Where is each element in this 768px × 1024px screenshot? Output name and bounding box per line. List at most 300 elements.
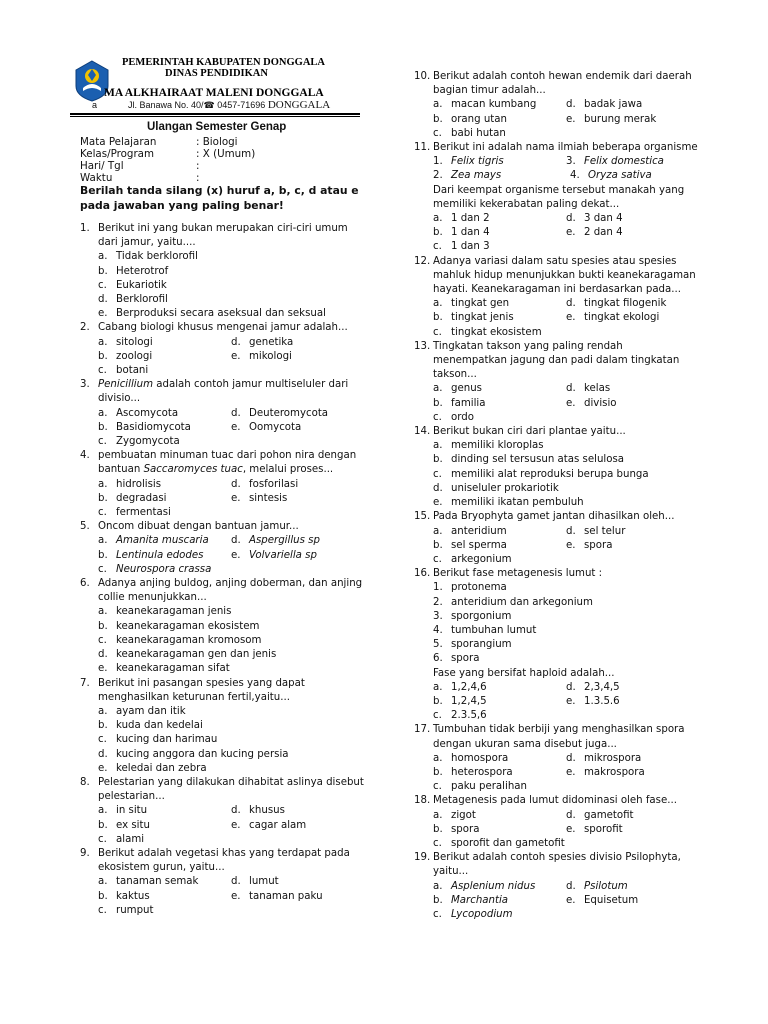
question-number: 7. — [80, 677, 90, 689]
option-text: tingkat gen — [451, 298, 510, 310]
questions-right-column — [414, 70, 714, 922]
meta-value: : — [196, 160, 200, 172]
header-stray-letter: a — [92, 100, 98, 110]
option-letter: a. — [98, 251, 108, 263]
question-number: 15. — [414, 511, 431, 523]
list-number: 6. — [433, 653, 443, 665]
option-text: sel telur — [584, 525, 626, 537]
option-text: zigot — [451, 809, 476, 821]
question-text: pelestarian... — [98, 791, 165, 803]
question-5 — [80, 520, 380, 534]
exam-title: Ulangan Semester Genap — [147, 121, 287, 133]
question-text: dengan ukuran sama disebut juga... — [433, 738, 617, 750]
option-text: keanekaragaman gen dan jenis — [116, 649, 277, 661]
option-letter: d. — [566, 298, 576, 310]
question-number: 19. — [414, 852, 431, 864]
option-letter: b. — [98, 620, 108, 632]
list-text: sporangium — [451, 639, 512, 651]
option-letter: c. — [433, 908, 442, 920]
option-text: Aspergillus sp — [249, 535, 320, 547]
question-10 — [414, 70, 714, 98]
option-text: anteridium — [451, 525, 507, 537]
options — [433, 297, 714, 340]
option-text: dinding sel tersusun atas selulosa — [451, 454, 625, 466]
option-text: Heterotrof — [116, 265, 169, 277]
option-letter: c. — [433, 468, 442, 480]
option-letter: e. — [566, 894, 576, 906]
option-text: zoologi — [116, 350, 153, 362]
option-letter: c. — [98, 634, 107, 646]
option-letter: d. — [98, 748, 108, 760]
option-text: 2.3.5,6 — [451, 710, 487, 722]
option-letter: d. — [566, 880, 576, 892]
question-text: hayati. Keanekaragaman ini berdasarkan pada... — [433, 284, 681, 296]
option-text: divisio — [584, 397, 617, 409]
option-letter: e. — [566, 766, 576, 778]
option-letter: e. — [566, 397, 576, 409]
option-letter: c. — [433, 837, 442, 849]
option-letter: b. — [433, 397, 443, 409]
organism-name: Felix domestica — [584, 156, 664, 168]
option-letter: c. — [98, 436, 107, 448]
options — [98, 250, 380, 321]
option-letter: c. — [433, 127, 442, 139]
question-number: 16. — [414, 568, 431, 580]
question-19 — [414, 851, 714, 879]
option-text: tingkat jenis — [451, 312, 514, 324]
option-text: spora — [451, 823, 480, 835]
header-address — [128, 99, 330, 111]
question-7 — [80, 677, 380, 705]
option-letter: e. — [433, 497, 443, 509]
option-letter: b. — [433, 227, 443, 239]
option-letter: d. — [566, 213, 576, 225]
question-3 — [80, 378, 380, 406]
option-letter: a. — [98, 705, 108, 717]
option-text: hidrolisis — [116, 478, 162, 490]
question-text: ekosistem gurun, yaitu... — [98, 862, 225, 874]
list-number: 1. — [433, 156, 443, 168]
option-text: Oomycota — [249, 421, 302, 433]
question-text: Berikut bukan ciri dari plantae yaitu... — [433, 426, 626, 438]
option-text: ayam dan itik — [116, 705, 186, 717]
question-16 — [414, 567, 714, 581]
option-text: Amanita muscaria — [116, 535, 209, 547]
option-text: uniseluler prokariotik — [451, 482, 559, 494]
question-text: Berikut fase metagenesis lumut : — [433, 568, 603, 580]
option-text: macan kumbang — [451, 99, 537, 111]
list-number: 1. — [433, 582, 443, 594]
option-text: alami — [116, 833, 145, 845]
option-text: Lycopodium — [451, 908, 513, 920]
options — [433, 880, 714, 923]
option-text: cagar alam — [249, 819, 307, 831]
option-letter: b. — [98, 819, 108, 831]
option-text: tingkat ekologi — [584, 312, 660, 324]
question-number: 1. — [80, 223, 90, 234]
option-letter: b. — [433, 894, 443, 906]
question-number: 3. — [80, 379, 90, 391]
question-17 — [414, 723, 714, 751]
option-letter: b. — [433, 539, 443, 551]
option-text: Equisetum — [584, 894, 639, 906]
option-letter: b. — [433, 823, 443, 835]
option-text: mikrospora — [584, 752, 642, 764]
question-text: dari jamur, yaitu.... — [98, 237, 196, 249]
question-text: mahluk hidup menunjukkan bukti keanekaragaman — [433, 269, 696, 281]
option-text: sitologi — [116, 336, 153, 348]
option-text: memiliki kloroplas — [451, 440, 544, 452]
option-letter: d. — [566, 99, 576, 111]
organism-name: Felix tigris — [451, 156, 504, 168]
option-text: gametofit — [584, 809, 634, 821]
option-text: memiliki alat reproduksi berupa bunga — [451, 468, 649, 480]
question-number: 17. — [414, 724, 431, 736]
option-letter: d. — [231, 876, 241, 888]
question-number: 6. — [80, 578, 90, 590]
header-government: PEMERINTAH KABUPATEN DONGGALA — [122, 57, 326, 68]
option-text: Volvariella sp — [249, 549, 317, 561]
option-letter: d. — [433, 482, 443, 494]
option-letter: a. — [433, 99, 443, 111]
questions-left-column — [80, 222, 380, 918]
question-6 — [80, 577, 380, 605]
option-text: keanekaragaman ekosistem — [116, 620, 260, 632]
option-letter: b. — [433, 113, 443, 125]
meta-date — [80, 160, 199, 172]
option-text: rumput — [116, 904, 154, 916]
options — [98, 605, 380, 676]
option-letter: e. — [566, 695, 576, 707]
option-text: Neurospora crassa — [116, 563, 212, 575]
question-text: bantuan — [98, 464, 144, 476]
option-text: Deuteromycota — [249, 407, 329, 419]
option-letter: a. — [98, 336, 108, 348]
option-letter: c. — [433, 781, 442, 793]
question-text: Berikut adalah contoh hewan endemik dari daerah — [433, 71, 692, 82]
option-letter: b. — [433, 766, 443, 778]
meta-value: : — [196, 172, 200, 184]
organism-name: Zea mays — [451, 170, 502, 182]
option-letter: a. — [98, 535, 108, 547]
question-number: 8. — [80, 776, 90, 788]
option-text: 1 dan 4 — [451, 227, 490, 239]
option-text: 2 dan 4 — [584, 227, 623, 239]
option-text: Berproduksi secara aseksual dan seksual — [116, 308, 326, 320]
list-text: tumbuhan lumut — [451, 624, 537, 636]
meta-value: : Biologi — [196, 136, 238, 148]
option-letter: e. — [566, 539, 576, 551]
list-number: 4. — [433, 624, 443, 636]
option-letter: c. — [98, 563, 107, 575]
question-text: Berikut ini yang bukan merupakan ciri-ciri umum — [98, 223, 348, 234]
question-text: Fase yang bersifat haploid adalah... — [433, 667, 615, 679]
option-letter: a. — [98, 478, 108, 490]
option-letter: c. — [433, 411, 442, 423]
option-text: Psilotum — [584, 880, 628, 892]
option-text: 1.3.5.6 — [584, 695, 620, 707]
option-text: sporofit — [584, 823, 623, 835]
option-text: 1,2,4,5 — [451, 695, 487, 707]
question-text: Pelestarian yang dilakukan dihabitat aslinya disebut — [98, 776, 364, 788]
option-letter: a. — [433, 752, 443, 764]
option-letter: a. — [433, 298, 443, 310]
option-text: fermentasi — [116, 507, 171, 519]
question-text: Adanya anjing buldog, anjing doberman, dan anjing — [98, 578, 363, 590]
option-text: spora — [584, 539, 613, 551]
option-letter: c. — [433, 710, 442, 722]
option-text: Ascomycota — [116, 407, 179, 419]
option-text: ordo — [451, 411, 474, 423]
question-italic: Saccaromyces tuac — [143, 464, 243, 476]
option-text: babi hutan — [451, 127, 506, 139]
option-letter: d. — [566, 809, 576, 821]
option-letter: b. — [433, 454, 443, 466]
option-letter: d. — [231, 478, 241, 490]
question-text: Berikut ini pasangan spesies yang dapat — [98, 677, 305, 689]
meta-label: Kelas/Program — [80, 148, 155, 160]
option-text: keledai dan zebra — [116, 762, 207, 774]
option-text: sel sperma — [451, 539, 507, 551]
question-18 — [414, 794, 714, 808]
option-text: Lentinula edodes — [116, 549, 204, 561]
option-text: paku peralihan — [451, 781, 527, 793]
question-text: Berikut adalah contoh spesies divisio Psilophyta, — [433, 852, 681, 864]
option-text: genetika — [249, 336, 294, 348]
option-text: 1,2,4,6 — [451, 681, 487, 693]
option-text: makrospora — [584, 766, 645, 778]
address-city: DONGGALA — [267, 99, 331, 111]
question-8 — [80, 776, 380, 804]
option-text: genus — [451, 383, 482, 395]
option-text: 2,3,4,5 — [584, 681, 620, 693]
organism-name: Oryza sativa — [588, 170, 652, 182]
options — [98, 534, 380, 577]
options — [433, 382, 714, 425]
option-text: Zygomycota — [116, 436, 180, 448]
option-text: tanaman paku — [249, 890, 323, 902]
option-text: tingkat filogenik — [584, 298, 667, 310]
question-text: pembuatan minuman tuac dari pohon nira dengan — [98, 450, 357, 462]
question-4 — [80, 449, 380, 477]
option-letter: a. — [98, 876, 108, 888]
option-letter: a. — [98, 606, 108, 618]
list-number: 3. — [433, 610, 443, 622]
options — [98, 336, 380, 379]
options — [433, 525, 714, 568]
list-number: 5. — [433, 639, 443, 651]
option-letter: d. — [98, 294, 108, 306]
option-letter: c. — [98, 507, 107, 519]
option-letter: e. — [566, 823, 576, 835]
option-letter: e. — [98, 762, 108, 774]
option-text: heterospora — [451, 766, 513, 778]
option-letter: c. — [98, 365, 107, 377]
question-number: 14. — [414, 426, 431, 438]
option-letter: e. — [231, 890, 241, 902]
option-letter: a. — [98, 805, 108, 817]
option-letter: a. — [433, 681, 443, 693]
option-text: homospora — [451, 752, 509, 764]
option-text: Asplenium nidus — [451, 880, 536, 892]
option-letter: e. — [231, 492, 241, 504]
option-text: sporofit dan gametofit — [451, 837, 565, 849]
question-text: Pada Bryophyta gamet jantan dihasilkan oleh... — [433, 511, 675, 523]
option-text: lumut — [249, 876, 279, 888]
question-11 — [414, 141, 714, 155]
option-text: sintesis — [249, 492, 288, 504]
option-letter: b. — [98, 720, 108, 732]
list-text: sporgonium — [451, 610, 512, 622]
option-text: tingkat ekosistem — [451, 326, 542, 338]
question-text: Tumbuhan tidak berbiji yang menghasilkan spora — [433, 724, 685, 736]
option-text: 3 dan 4 — [584, 213, 623, 225]
option-letter: e. — [566, 312, 576, 324]
question-number: 18. — [414, 795, 431, 807]
option-text: arkegonium — [451, 553, 512, 565]
option-letter: e. — [98, 663, 108, 675]
question-number: 11. — [414, 142, 431, 154]
instruction: Berilah tanda silang (x) huruf a, b, c, d atau e pada jawaban yang paling benar! — [80, 184, 359, 212]
option-letter: c. — [98, 833, 107, 845]
question-text: Berikut ini adalah nama ilmiah beberapa organisme — [433, 142, 698, 154]
option-text: orang utan — [451, 113, 507, 125]
option-letter: c. — [433, 326, 442, 338]
option-letter: e. — [231, 549, 241, 561]
question-text: adalah contoh jamur multiseluler dari — [153, 379, 349, 391]
option-letter: b. — [98, 492, 108, 504]
meta-label: Waktu — [80, 172, 113, 184]
option-letter: a. — [433, 809, 443, 821]
meta-label: Hari/ Tgl — [80, 160, 124, 172]
question-text: , melalui proses... — [242, 464, 334, 476]
option-letter: c. — [98, 904, 107, 916]
meta-class — [80, 148, 255, 160]
option-text: keanekaragaman sifat — [116, 663, 230, 675]
question-2 — [80, 321, 380, 335]
options — [98, 478, 380, 521]
option-letter: c. — [433, 553, 442, 565]
question-1 — [80, 222, 380, 250]
question-number: 12. — [414, 255, 431, 267]
option-letter: e. — [98, 308, 108, 320]
option-text: 1 dan 3 — [451, 241, 490, 253]
option-text: Eukariotik — [116, 279, 167, 291]
option-letter: a. — [433, 880, 443, 892]
question-14 — [414, 425, 714, 439]
question-text: takson... — [433, 369, 477, 381]
option-letter: d. — [566, 383, 576, 395]
question-text: Oncom dibuat dengan bantuan jamur... — [98, 521, 299, 533]
option-letter: b. — [98, 265, 108, 277]
option-text: Tidak berklorofil — [116, 251, 198, 263]
option-text: mikologi — [249, 350, 292, 362]
options — [433, 98, 714, 141]
option-text: keanekaragaman jenis — [116, 606, 232, 618]
option-letter: a. — [433, 440, 443, 452]
option-letter: b. — [98, 890, 108, 902]
organism-list — [433, 155, 714, 254]
options — [98, 804, 380, 847]
option-text: memiliki ikatan pembuluh — [451, 497, 584, 509]
question-text: Berikut adalah vegetasi khas yang terdapat pada — [98, 847, 350, 859]
question-text: collie menunjukkan... — [98, 592, 207, 604]
option-letter: e. — [231, 350, 241, 362]
question-text: bagian timur adalah... — [433, 85, 546, 97]
option-text: degradasi — [116, 492, 167, 504]
question-9 — [80, 847, 380, 875]
option-text: kaktus — [116, 890, 150, 902]
question-number: 9. — [80, 847, 90, 859]
option-letter: c. — [433, 241, 442, 253]
option-letter: e. — [231, 421, 241, 433]
option-letter: a. — [433, 525, 443, 537]
option-letter: b. — [98, 421, 108, 433]
option-letter: c. — [98, 279, 107, 291]
question-text: Metagenesis pada lumut didominasi oleh fase... — [433, 795, 677, 807]
option-text: keanekaragaman kromosom — [116, 634, 262, 646]
question-13 — [414, 340, 714, 383]
question-text: memiliki kekerabatan paling dekat... — [433, 198, 620, 210]
option-letter: a. — [98, 407, 108, 419]
phase-list — [433, 581, 714, 723]
question-number: 2. — [80, 322, 90, 334]
meta-value: : X (Umum) — [196, 148, 256, 160]
options — [433, 809, 714, 852]
list-number: 2. — [433, 596, 443, 608]
option-letter: d. — [566, 525, 576, 537]
option-letter: d. — [566, 681, 576, 693]
option-text: tanaman semak — [116, 876, 199, 888]
question-text: divisio... — [98, 393, 141, 405]
option-text: in situ — [116, 805, 148, 817]
option-text: kucing anggora dan kucing persia — [116, 748, 289, 760]
list-number: 3. — [566, 156, 576, 168]
option-letter: d. — [231, 535, 241, 547]
option-text: burung merak — [584, 113, 657, 125]
option-text: familia — [451, 397, 486, 409]
options — [433, 752, 714, 795]
header-rule-thin — [70, 116, 360, 117]
option-text: 1 dan 2 — [451, 213, 490, 225]
option-letter: e. — [231, 819, 241, 831]
option-letter: d. — [566, 752, 576, 764]
question-text: Tingkatan takson yang paling rendah — [433, 340, 623, 352]
question-number: 10. — [414, 71, 431, 82]
list-text: spora — [451, 653, 480, 665]
meta-label: Mata Pelajaran — [80, 136, 157, 148]
header-rule-thick — [70, 113, 360, 115]
option-text: botani — [116, 365, 149, 377]
list-number: 4. — [570, 170, 580, 182]
header-school: MA ALKHAIRAAT MALENI DONGGALA — [104, 87, 324, 99]
options — [98, 407, 380, 450]
options — [98, 705, 380, 776]
question-text: Adanya variasi dalam satu spesies atau spesies — [433, 255, 677, 267]
header-department: DINAS PENDIDIKAN — [165, 68, 268, 79]
option-letter: d. — [231, 407, 241, 419]
option-letter: d. — [98, 649, 108, 661]
question-italic: Penicillium — [98, 379, 154, 391]
option-letter: b. — [98, 350, 108, 362]
options — [433, 439, 714, 510]
option-letter: d. — [231, 336, 241, 348]
option-text: Berklorofil — [116, 294, 168, 306]
option-letter: b. — [433, 312, 443, 324]
question-text: Cabang biologi khusus mengenai jamur adalah... — [98, 322, 348, 334]
address-street: Jl. Banawa No. 40/☎ 0457-71696 — [128, 100, 268, 110]
question-text: Dari keempat organisme tersebut manakah yang — [433, 184, 685, 196]
